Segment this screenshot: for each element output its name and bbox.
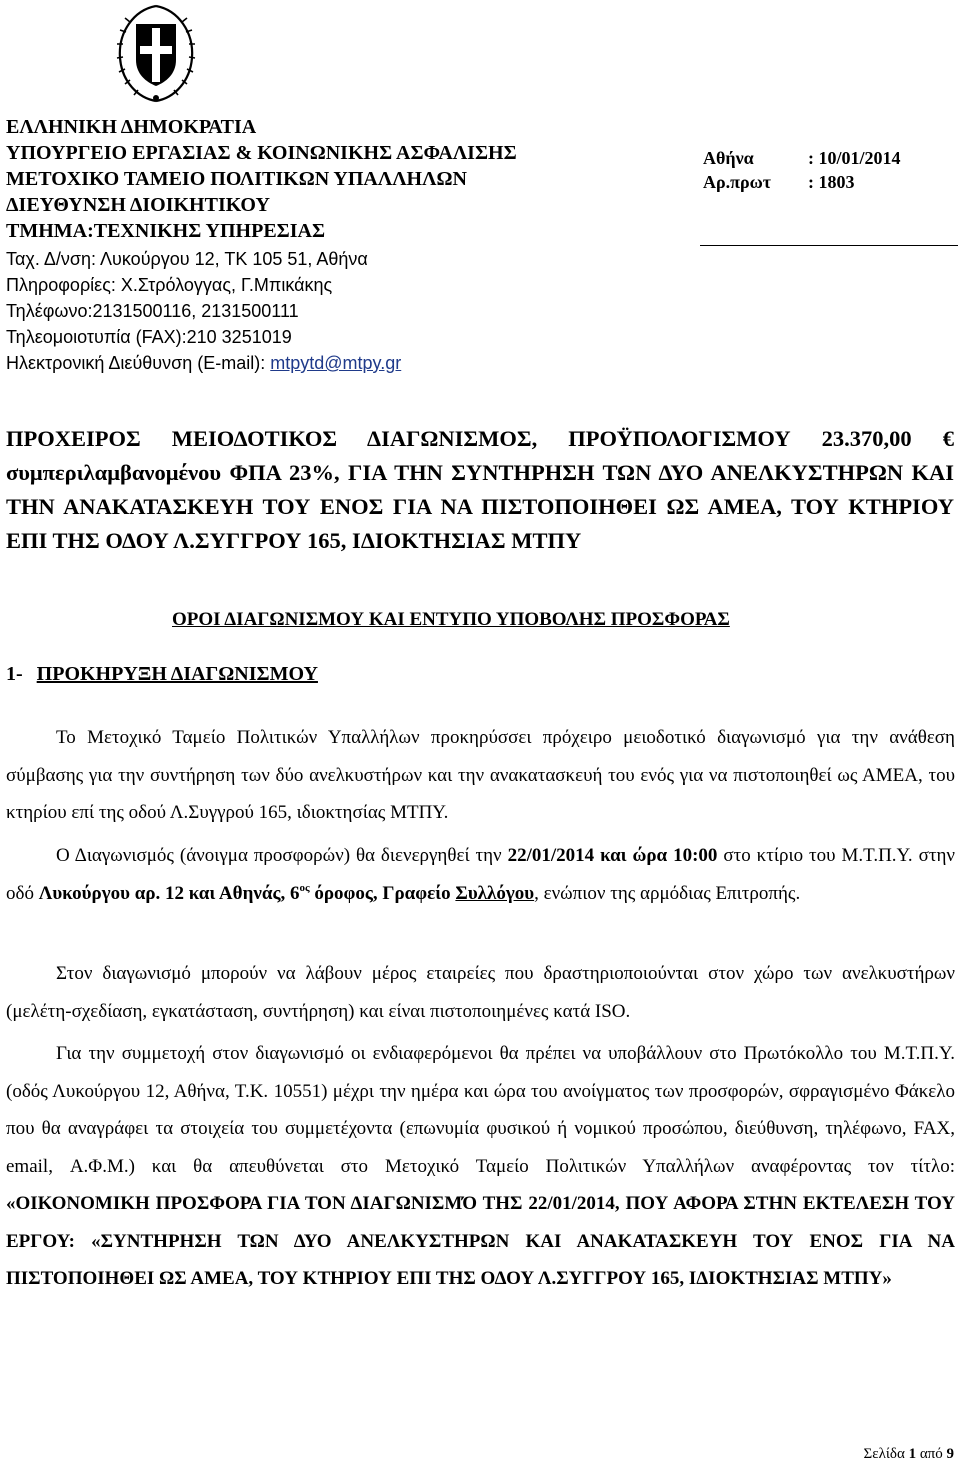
bold-floor: όροφος, Γραφείο bbox=[309, 882, 456, 904]
protocol-label: Αρ.πρωτ bbox=[703, 172, 772, 192]
paragraph-eligibility: Στον διαγωνισμό μπορούν να λάβουν μέρος εταιρείες που δραστηριοποιούνται στον χώρο των ανελκυστήρων (μελέτη-σχεδίαση, εγκατάσταση, συντήρηση) και είναι πιστοποιημένες κατά ISO. bbox=[6, 963, 955, 1022]
page-of-label: από bbox=[919, 1446, 943, 1462]
date-line bbox=[703, 146, 901, 170]
bold-datetime: 22/01/2014 και ώρα 10:00 bbox=[507, 845, 718, 866]
bold-underlined-office: Συλλόγου bbox=[455, 882, 535, 904]
greek-coat-of-arms-icon bbox=[110, 2, 202, 104]
section-title: ΠΡΟΚΗΡΥΞΗ ΔΙΑΓΩΝΙΣΜΟΥ bbox=[36, 663, 318, 685]
email-label: Ηλεκτρονική Διεύθυνση (E-mail): bbox=[6, 353, 271, 373]
bold-envelope-title: «ΟΙΚΟΝΟΜΙΚΗ ΠΡΟΣΦΟΡΑ ΓΙΑ ΤΟΝ ΔΙΑΓΩΝΙΣΜΌ ΤΗΣ 22/01/2014, ΠΟΥ ΑΦΟΡΑ ΣΤΗΝ ΕΚΤΕΛΕΣΗ ΤΟΥ ΕΡΓΟΥ: «ΣΥΝΤΗΡΗΣΗ ΤΩΝ ΔΥΟ ΑΝΕΛΚΥΣΤΗΡΩΝ ΚΑΙ ΑΝΑΚΑΤΑΣΚΕΥΗ ΤΟΥ ΕΝΟΣ ΓΙΑ ΝΑ ΠΙΣΤΟΠΟΙΗΘΕΙ ΩΣ ΑΜΕΑ, ΤΟΥ ΚΤΗΡΙΟΥ ΕΠΙ ΤΗΣ ΟΔΟΥ Λ.ΣΥΓΓΡΟΥ 165, ΙΔΙΟΚΤΗΣΙΑΣ ΜΤΠΥ» bbox=[6, 1193, 955, 1289]
page-total: 9 bbox=[946, 1446, 954, 1462]
bold-location: Λυκούργου αρ. 12 και Αθηνάς, 6 bbox=[38, 882, 300, 904]
city-label: Αθήνα bbox=[703, 148, 754, 168]
header-divider bbox=[700, 245, 958, 246]
section-heading bbox=[6, 661, 318, 687]
text-run: στο κτίριο του Μ.Τ.Π.Υ. στην οδό bbox=[6, 845, 955, 904]
header-contact-info: Πληροφορίες: Χ.Στρόλογγας, Γ.Μπικάκης bbox=[6, 275, 333, 295]
header-line-republic: ΕΛΛΗΝΙΚΗ ΔΗΜΟΚΡΑΤΙΑ bbox=[6, 116, 257, 138]
paragraph-submission bbox=[6, 1035, 955, 1298]
text-run: , ενώπιον της αρμόδιας Επιτροπής. bbox=[534, 882, 801, 904]
header-phone: Τηλέφωνο:2131500116, 2131500111 bbox=[6, 301, 299, 321]
email-link[interactable]: mtpytd@mtpy.gr bbox=[270, 353, 402, 373]
header-line-fund: ΜΕΤΟΧΙΚΟ ΤΑΜΕΙΟ ΠΟΛΙΤΙΚΩΝ ΥΠΑΛΛΗΛΩΝ bbox=[6, 168, 467, 190]
page-number: 1 bbox=[908, 1446, 917, 1462]
header-address: Ταχ. Δ/νση: Λυκούργου 12, ΤΚ 105 51, Αθήνα bbox=[6, 249, 368, 269]
superscript-ordinal: ος bbox=[299, 881, 310, 894]
header-line-directorate: ΔΙΕΥΘΥΝΣΗ ΔΙΟΙΚΗΤΙΚΟΥ bbox=[6, 194, 270, 216]
date-value: : 10/01/2014 bbox=[808, 148, 901, 168]
header-email-line bbox=[6, 350, 401, 376]
header-line-ministry: ΥΠΟΥΡΓΕΙΟ ΕΡΓΑΣΙΑΣ & ΚΟΙΝΩΝΙΚΗΣ ΑΣΦΑΛΙΣΗΣ bbox=[6, 142, 517, 164]
text-run: Ο Διαγωνισμός (άνοιγμα προσφορών) θα διενεργηθεί την bbox=[56, 845, 508, 866]
page-label: Σελίδα bbox=[863, 1446, 905, 1462]
header-fax: Τηλεομοιοτυπία (FAX):210 3251019 bbox=[6, 327, 292, 347]
document-subtitle: ΟΡΟΙ ΔΙΑΓΩΝΙΣΜΟΥ ΚΑΙ ΕΝΤΥΠΟ ΥΠΟΒΟΛΗΣ ΠΡΟΣΦΟΡΑΣ bbox=[172, 609, 730, 630]
section-number: 1- bbox=[6, 663, 23, 685]
header-line-department: ΤΜΗΜΑ:ΤΕΧΝΙΚΗΣ ΥΠΗΡΕΣΙΑΣ bbox=[6, 220, 326, 242]
protocol-value: : 1803 bbox=[808, 172, 855, 192]
document-title: ΠΡΟΧΕΙΡΟΣ ΜΕΙΟΔΟΤΙΚΟΣ ΔΙΑΓΩΝΙΣΜΟΣ, ΠΡΟΫΠΟΛΟΓΙΣΜΟΥ 23.370,00 € συμπεριλαμβανομένου ΦΠΑ 23%, ΓΙΑ ΤΗΝ ΣΥΝΤΗΡΗΣΗ ΤΩΝ ΔΥΟ ΑΝΕΛΚΥΣΤΗΡΩΝ ΚΑΙ ΤΗΝ ΑΝΑΚΑΤΑΣΚΕΥΗ ΤΟΥ ΕΝΟΣ ΓΙΑ ΝΑ ΠΙΣΤΟΠΟΙΗΘΕΙ ΩΣ ΑΜΕΑ, ΤΟΥ ΚΤΗΡΙΟΥ ΕΠΙ ΤΗΣ ΟΔΟΥ Λ.ΣΥΓΓΡΟΥ 165, ΙΔΙΟΚΤΗΣΙΑΣ ΜΤΠΥ bbox=[6, 426, 954, 553]
paragraph-schedule bbox=[6, 837, 955, 912]
text-run: Για την συμμετοχή στον διαγωνισμό οι ενδιαφερόμενοι θα πρέπει να υποβάλλουν στο Πρωτόκολλο του Μ.Τ.Π.Υ. (οδός Λυκούργου 12, Αθήνα, Τ.Κ. 10551) μέχρι την ημέρα και ώρα του ανοίγματος των προσφορών, σφραγισμένο Φάκελο που θα αναγράφει τα στοιχεία του συμμετέχοντα (επωνυμία φυσικού ή νομικού προσώπου, διεύθυνση, τηλέφωνο, FAX, email, Α.Φ.Μ.) και θα απευθύνεται στο Μετοχικό Ταμείο Πολιτικών Υπαλλήλων αναφέροντας τον τίτλο: bbox=[6, 1043, 955, 1177]
page-footer bbox=[864, 1444, 954, 1464]
protocol-line bbox=[703, 170, 855, 194]
paragraph-announcement: Το Μετοχικό Ταμείο Πολιτικών Υπαλλήλων προκηρύσσει πρόχειρο μειοδοτικό διαγωνισμό για την ανάθεση σύμβασης για την συντήρηση των δύο ανελκυστήρων και την ανακατασκευή του ενός για να πιστοποιηθεί ως ΑΜΕΑ, του κτηρίου επί της οδού Λ.Συγγρού 165, ιδιοκτησίας ΜΤΠΥ. bbox=[6, 727, 955, 823]
